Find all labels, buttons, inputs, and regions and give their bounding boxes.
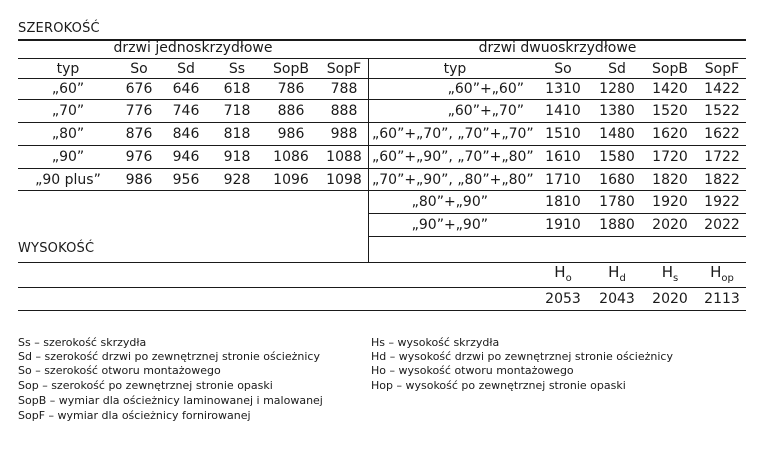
double-header-sopb: SopB: [652, 61, 688, 77]
double-header-typ: typ: [443, 61, 467, 77]
row-rule: [18, 190, 746, 191]
legend-item: So – szerokość otworu montażowego: [18, 364, 221, 377]
legend-item: Ho – wysokość otworu montażowego: [371, 364, 574, 377]
double-cell-sd: 1580: [599, 149, 635, 165]
height-header-hs: $H_s$: [661, 263, 679, 284]
single-cell-sopb: 986: [277, 126, 305, 142]
double-cell-sopb: 1720: [652, 149, 688, 165]
double-cell-sopf: 2022: [704, 217, 740, 233]
double-cell-sopb: 1820: [652, 172, 688, 188]
single-cell-sd: 956: [172, 172, 200, 188]
single-door-group-label: drzwi jednoskrzydłowe: [113, 40, 273, 56]
single-cell-sopf: 988: [330, 126, 358, 142]
height-value-hop: 2113: [704, 291, 740, 307]
legend-item: Hop – wysokość po zewnętrznej stronie opaski: [371, 379, 626, 392]
single-cell-sopf: 788: [330, 81, 358, 97]
double-cell-typ: „60”+„70”, „70”+„70”: [372, 126, 534, 142]
double-cell-so: 1310: [545, 81, 581, 97]
double-cell-sopf: 1822: [704, 172, 740, 188]
single-header-sopf: SopF: [326, 61, 362, 77]
single-cell-sd: 846: [172, 126, 200, 142]
double-cell-typ: „90”+„90”: [411, 217, 488, 233]
legend-item: SopF – wymiar dla ościeżnicy fornirowanej: [18, 409, 251, 422]
legend-item: Sop – szerokość po zewnętrznej stronie opaski: [18, 379, 273, 392]
double-cell-sopb: 2020: [652, 217, 688, 233]
single-cell-sd: 946: [172, 149, 200, 165]
double-cell-sopf: 1522: [704, 103, 740, 119]
double-cell-sopb: 1620: [652, 126, 688, 142]
double-cell-sd: 1680: [599, 172, 635, 188]
single-cell-sd: 646: [172, 81, 200, 97]
row-rule: [369, 213, 746, 214]
double-cell-typ: „70”+„90”, „80”+„80”: [372, 172, 534, 188]
single-cell-sopb: 786: [277, 81, 305, 97]
double-cell-sopf: 1922: [704, 194, 740, 210]
legend-item: Hd – wysokość drzwi po zewnętrznej stronie ościeżnicy: [371, 350, 673, 363]
single-header-typ: typ: [56, 61, 80, 77]
row-rule: [18, 99, 746, 100]
row-rule: [18, 168, 746, 169]
single-cell-typ: „60”: [51, 81, 85, 97]
height-value-ho: 2053: [545, 291, 581, 307]
double-cell-so: 1610: [545, 149, 581, 165]
single-cell-so: 976: [125, 149, 153, 165]
single-cell-so: 986: [125, 172, 153, 188]
row-rule: [369, 236, 746, 237]
single-cell-sopb: 1086: [273, 149, 309, 165]
double-cell-typ: „60”+„60”: [447, 81, 524, 97]
single-cell-sd: 746: [172, 103, 200, 119]
double-cell-sd: 1780: [599, 194, 635, 210]
double-cell-sd: 1880: [599, 217, 635, 233]
double-cell-sopb: 1420: [652, 81, 688, 97]
height-header-ho: $H_o$: [554, 263, 572, 284]
single-header-sd: Sd: [177, 61, 195, 77]
single-cell-so: 676: [125, 81, 153, 97]
double-header-sd: Sd: [608, 61, 626, 77]
double-cell-so: 1510: [545, 126, 581, 142]
legend-item: Ss – szerokość skrzydła: [18, 336, 147, 349]
single-cell-sopf: 1098: [326, 172, 362, 188]
double-cell-sopf: 1422: [704, 81, 740, 97]
single-cell-so: 876: [125, 126, 153, 142]
table-divider: [368, 58, 369, 262]
double-cell-sopb: 1520: [652, 103, 688, 119]
single-cell-ss: 618: [223, 81, 251, 97]
height-header-hd: $H_d$: [608, 263, 626, 284]
height-value-hs: 2020: [652, 291, 688, 307]
double-cell-typ: „80”+„90”: [411, 194, 488, 210]
single-header-ss: Ss: [228, 61, 246, 77]
double-cell-sopf: 1722: [704, 149, 740, 165]
height-header-rule: [18, 287, 746, 288]
single-cell-ss: 718: [223, 103, 251, 119]
double-cell-sd: 1280: [599, 81, 635, 97]
height-value-hd: 2043: [599, 291, 635, 307]
width-section-title: SZEROKOŚĆ: [18, 21, 100, 36]
double-cell-sd: 1380: [599, 103, 635, 119]
single-cell-typ: „90”: [51, 149, 85, 165]
single-cell-typ: „80”: [51, 126, 85, 142]
double-header-sopf: SopF: [704, 61, 740, 77]
double-cell-so: 1910: [545, 217, 581, 233]
double-header-so: So: [554, 61, 572, 77]
height-header-hop: $H_{op}$: [710, 263, 734, 284]
single-cell-sopb: 886: [277, 103, 305, 119]
height-section-title: WYSOKOŚĆ: [18, 241, 95, 256]
row-rule: [18, 122, 746, 123]
double-cell-so: 1810: [545, 194, 581, 210]
legend-item: Hs – wysokość skrzydła: [371, 336, 500, 349]
double-cell-typ: „60”+„90”, „70”+„80”: [372, 149, 534, 165]
double-cell-sopb: 1920: [652, 194, 688, 210]
legend-item: SopB – wymiar dla ościeżnicy laminowanej i malowanej: [18, 394, 323, 407]
single-cell-typ: „90 plus”: [35, 172, 101, 188]
double-cell-sopf: 1622: [704, 126, 740, 142]
single-cell-ss: 918: [223, 149, 251, 165]
single-header-so: So: [130, 61, 148, 77]
double-cell-sd: 1480: [599, 126, 635, 142]
single-cell-sopf: 888: [330, 103, 358, 119]
legend-item: Sd – szerokość drzwi po zewnętrznej stronie ościeżnicy: [18, 350, 320, 363]
single-cell-ss: 928: [223, 172, 251, 188]
double-cell-so: 1710: [545, 172, 581, 188]
double-cell-so: 1410: [545, 103, 581, 119]
double-door-group-label: drzwi dwuoskrzydłowe: [478, 40, 637, 56]
single-cell-typ: „70”: [51, 103, 85, 119]
row-rule: [18, 145, 746, 146]
single-cell-sopf: 1088: [326, 149, 362, 165]
single-cell-sopb: 1096: [273, 172, 309, 188]
height-bottom-rule: [18, 310, 746, 311]
single-header-sopb: SopB: [273, 61, 309, 77]
single-cell-ss: 818: [223, 126, 251, 142]
single-cell-so: 776: [125, 103, 153, 119]
double-cell-typ: „60”+„70”: [447, 103, 524, 119]
